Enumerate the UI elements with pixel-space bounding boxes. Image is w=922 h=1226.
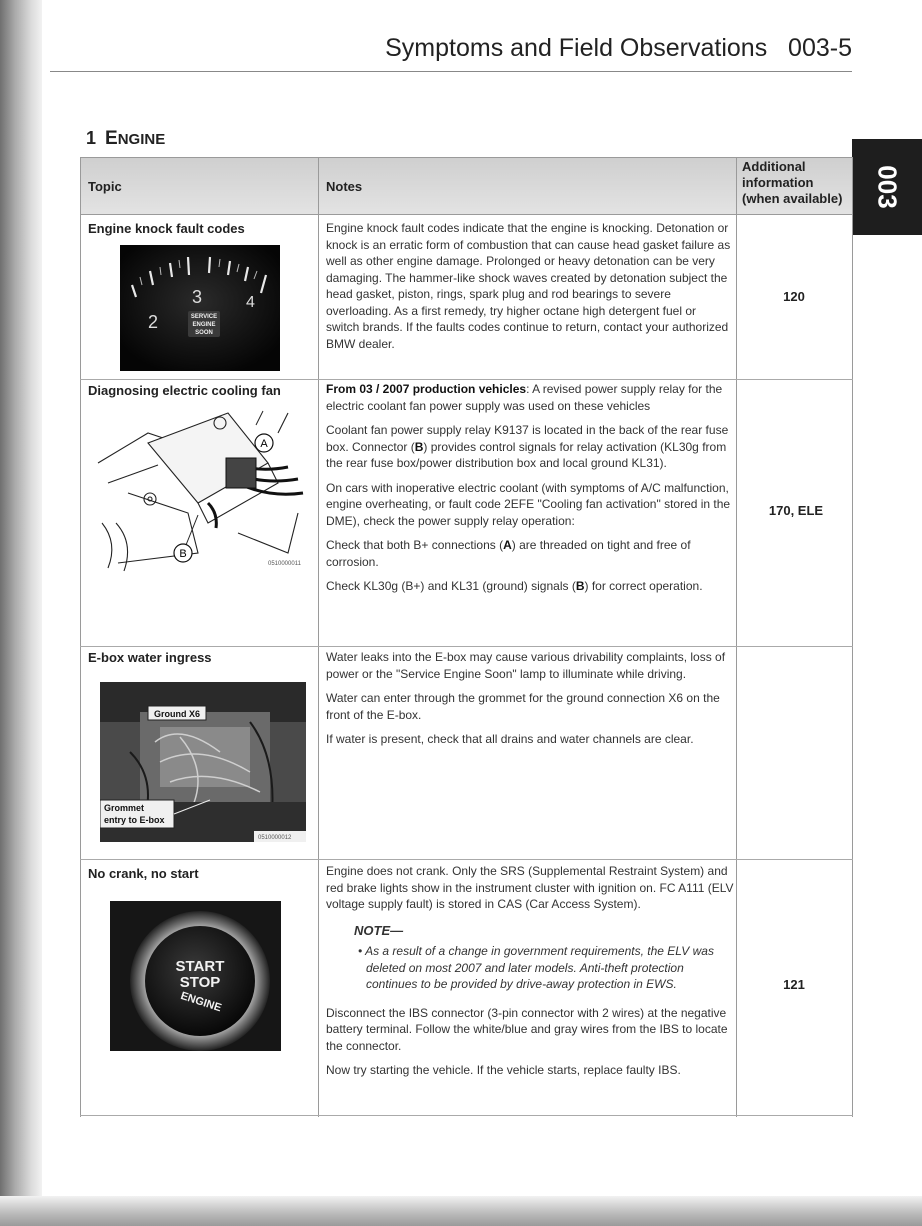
- section-title-initial: E: [105, 128, 118, 149]
- notes-no-crank-p1: Engine does not crank. Only the SRS (Supplemental Restraint System) and red brake lights show in the instrument cluster with ignition on. FC A111 (ELV voltage supply fault) is stored in CAS (Car Access System).: [326, 864, 734, 911]
- notes-cooling-fan-p2b: B: [414, 439, 424, 454]
- notes-engine-knock: [326, 220, 732, 360]
- topic-ebox-water: E-box water ingress: [88, 650, 212, 665]
- fuse-box-relay-diagram: [88, 403, 314, 573]
- instrument-cluster-image: [120, 245, 280, 371]
- row-separator-2: [80, 646, 853, 647]
- section-number: 1: [86, 128, 97, 148]
- button-label-stop: STOP: [179, 974, 221, 991]
- notes-no-crank-p3: Now try starting the vehicle. If the vehicle starts, replace faulty IBS.: [326, 1063, 681, 1077]
- notes-cooling-fan-p2a: Coolant fan power supply relay K9137 is located in the back of the rear fuse box. Connector (: [326, 423, 729, 454]
- notes-no-crank-p2: Disconnect the IBS connector (3-pin connector with 2 wires) at the negative battery terminal. Follow the white/blue and gray wires from the IBS to locate the connector.: [326, 1005, 728, 1053]
- header-topic: Topic: [88, 179, 122, 194]
- row-separator-3: [80, 859, 853, 860]
- topic-no-crank: No crank, no start: [88, 866, 199, 881]
- notes-ebox-water: [326, 649, 734, 756]
- button-label-start: START: [175, 958, 225, 975]
- additional-cooling-fan: 170, ELE: [768, 503, 824, 518]
- notes-cooling-fan-p2c: ) provides control signals for relay activation (KL30g from the rear fuse box/power distribution box and local ground KL31).: [326, 439, 727, 470]
- page-bottom-shadow: [0, 1196, 922, 1226]
- label-grommet-1: Grommet: [104, 803, 145, 813]
- notes-ebox-water-p2: Water can enter through the grommet for the ground connection X6 on the front of the E-box.: [326, 691, 720, 722]
- callout-b: B: [179, 548, 187, 560]
- header-rule: [50, 71, 852, 72]
- gauge-number-2: 2: [148, 312, 159, 332]
- notes-cooling-fan-p3: On cars with inoperative electric coolant (with symptoms of A/C malfunction, engine overheating, or fault code 2EFE "Cooling fan activation" stored in the DME), check the power supply relay operation:: [326, 480, 731, 528]
- notes-no-crank: [326, 863, 734, 1087]
- chapter-tab-label: 003: [872, 165, 903, 209]
- gauge-number-4: 4: [246, 294, 255, 311]
- warning-text-service: SERVICE: [190, 314, 218, 320]
- notes-cooling-fan-p4: [326, 537, 734, 570]
- header-additional: Additional information (when available): [742, 159, 843, 206]
- notes-cooling-fan-lead: From 03 / 2007 production vehicles: [326, 382, 527, 396]
- symptoms-table: [80, 157, 853, 1117]
- grid-line-topic-notes: [318, 157, 319, 1117]
- notes-cooling-fan-p5b: B: [575, 579, 585, 593]
- grid-line-right: [852, 157, 853, 1117]
- grid-line-left: [80, 157, 81, 1117]
- section-title-rest: NGINE: [117, 131, 166, 148]
- topic-engine-knock: Engine knock fault codes: [88, 221, 245, 236]
- callout-a: A: [260, 438, 268, 450]
- notes-engine-knock-p1: Engine knock fault codes indicate that the engine is knocking. Detonation or knock is an erratic form of combustion that can cause head gasket failure as well as other engine damage. Prolonged or heavy detonation can be very damaging. The hammer-like shock waves created by detonation subject the head gasket, piston, rings, spark plug and rod bearings to severe overloading. As a first remedy, try higher octane high detergent fuel or switch brands. If the faults codes continue to return, contact your authorized BMW dealer.: [326, 221, 731, 351]
- notes-cooling-fan-p4a: Check that both B+ connections (: [326, 538, 504, 552]
- page-edge-shadow: [0, 0, 42, 1226]
- notes-cooling-fan-lead-rest: : A revised power supply relay for the electric coolant fan power supply was used on these vehicles: [326, 382, 723, 413]
- notes-cooling-fan-p4b: A: [503, 538, 512, 552]
- header-notes: Notes: [326, 179, 363, 194]
- notes-cooling-fan-p4c: ) are threaded on tight and free of corrosion.: [326, 538, 691, 569]
- notes-cooling-fan-p5a: Check KL30g (B+) and KL31 (ground) signals (: [326, 579, 576, 593]
- grid-line-notes-additional: [736, 157, 737, 1117]
- note-box: [354, 923, 734, 993]
- warning-text-soon: SOON: [195, 330, 213, 336]
- additional-engine-knock: 120: [783, 289, 805, 304]
- label-grommet-2: entry to E-box: [104, 815, 165, 825]
- row-separator-1: [80, 379, 853, 380]
- table-header-row: [80, 157, 853, 215]
- warning-text-engine: ENGINE: [192, 322, 216, 328]
- button-label-engine: ENGINE: [179, 989, 223, 1015]
- label-ground-x6: Ground X6: [153, 709, 201, 719]
- notes-cooling-fan-p5c: ) for correct operation.: [584, 579, 703, 593]
- row-separator-bottom: [80, 1115, 853, 1116]
- topic-cooling-fan: Diagnosing electric cooling fan: [88, 383, 281, 398]
- notes-cooling-fan: [326, 381, 734, 603]
- fan-image-code: 0510000011: [268, 561, 301, 567]
- section-heading: [86, 128, 165, 150]
- start-stop-button-photo: [110, 901, 281, 1051]
- notes-cooling-fan-p5: [326, 578, 734, 595]
- notes-cooling-fan-p1: [326, 381, 734, 414]
- additional-no-crank: 121: [783, 977, 805, 992]
- ebox-image-code: 0510000012: [258, 835, 292, 841]
- page-header-title: Symptoms and Field Observations 003-5: [385, 34, 852, 62]
- ebox-photo: [100, 682, 306, 842]
- gauge-number-3: 3: [192, 287, 203, 307]
- notes-cooling-fan-p2: [326, 422, 734, 472]
- notes-ebox-water-p3: If water is present, check that all drains and water channels are clear.: [326, 732, 694, 746]
- notes-ebox-water-p1: Water leaks into the E-box may cause various drivability complaints, loss of power or the "Service Engine Soon" lamp to illuminate while driving.: [326, 650, 726, 681]
- chapter-tab: [852, 139, 922, 235]
- note-label: NOTE—: [354, 922, 404, 938]
- note-text: • As a result of a change in government requirements, the ELV was deleted on most 2007 and later models. Anti-theft protection continues to be provided by drive-away protection in EWS.: [358, 944, 714, 991]
